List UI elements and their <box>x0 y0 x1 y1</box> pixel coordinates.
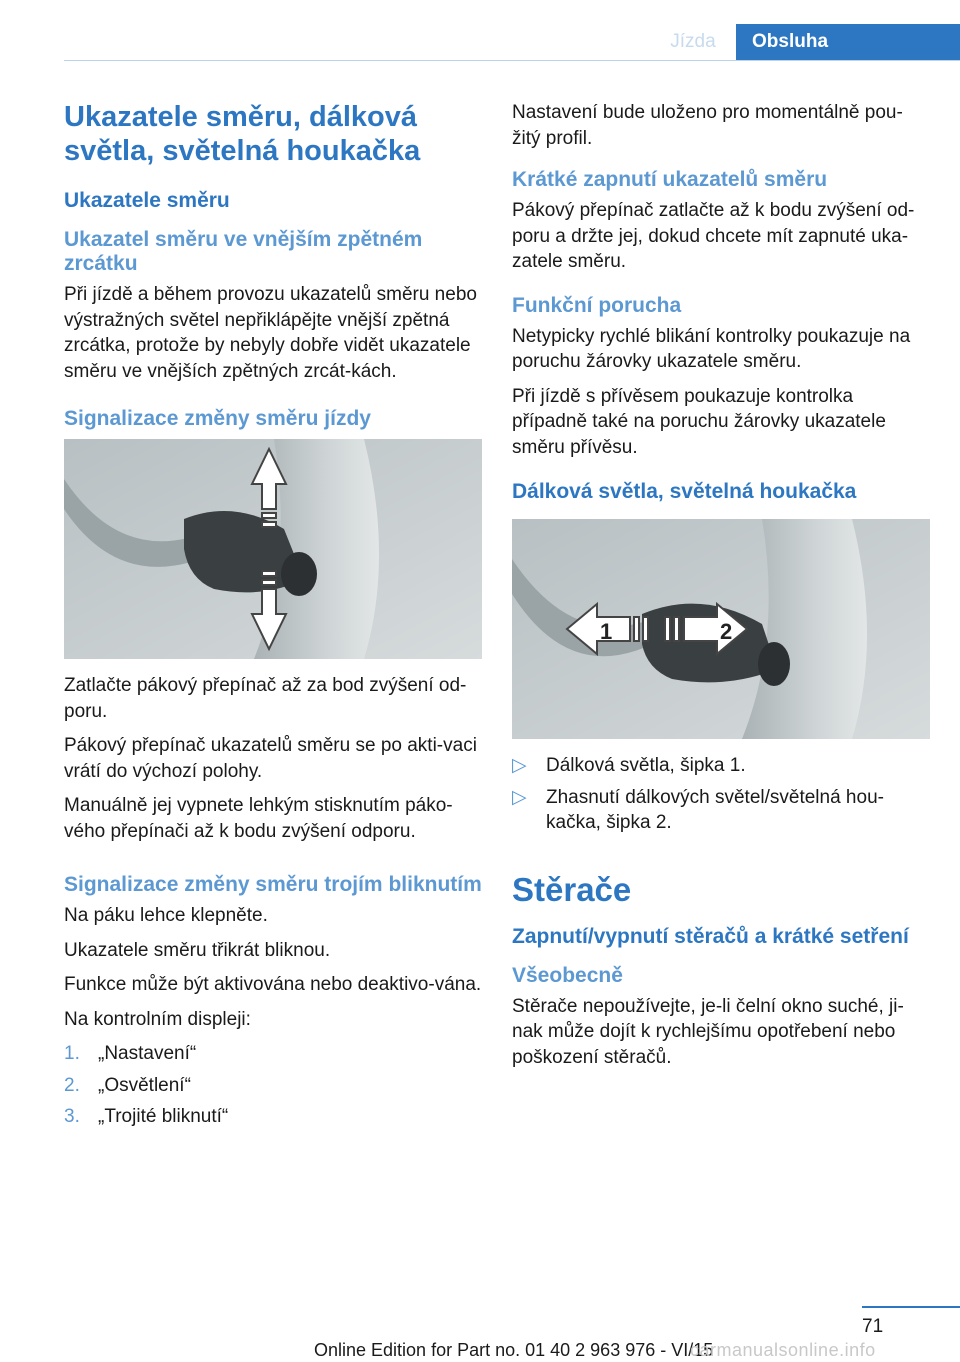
step-number: 3. <box>64 1106 80 1127</box>
list-item <box>64 1073 482 1099</box>
settings-steps-list <box>64 1041 482 1130</box>
fault-paragraph-1: Netypicky rychlé blikání kontrolky poukazuje na poruchu žárovky ukazatele směru. <box>512 325 911 372</box>
step-number: 1. <box>64 1043 80 1064</box>
high-beam-list <box>512 753 930 836</box>
general-paragraph: Stěrače nepoužívejte, je-li čelní okno suché, ji‐nak může dojít k rychlejšímu opotřebení nebo poškození stěračů. <box>512 995 904 1068</box>
heading-mirror-indicator: Ukazatel směru ve vnějším zpětném zrcátku <box>64 228 423 275</box>
section-title-high-beams: Dálková světla, světelná houkačka <box>512 480 857 503</box>
heading-short-activation: Krátké zapnutí ukazatelů směru <box>512 168 828 191</box>
step-number: 2. <box>64 1074 80 1096</box>
arrow-2-label: 2 <box>720 619 733 644</box>
triple-paragraph-2: Ukazatele směru třikrát bliknou. <box>64 939 331 961</box>
triple-paragraph-1: Na páku lehce klepněte. <box>64 905 268 926</box>
item-text: Dálková světla, šipka 1. <box>546 755 746 776</box>
arrow-1-label: 1 <box>600 619 613 644</box>
tab-obsluha: Obsluha <box>736 24 960 60</box>
signal-paragraph-3: Manuálně jej vypnete lehkým stisknutím páko‐vého přepínači až k bodu zvýšení odporu. <box>64 795 453 842</box>
edition-note: Online Edition for Part no. 01 40 2 963 976 - VI/15 <box>314 1340 714 1360</box>
chapter-title-wipers: Stěrače <box>512 870 632 908</box>
fault-paragraph-2: Při jízdě s přívěsem poukazuje kontrolka případně také na poruchu žárovky ukazatele směru přívěsu. <box>512 385 886 458</box>
section-title-wipers: Zapnutí/vypnutí stěračů a krátké setření <box>512 924 909 948</box>
left-column <box>64 100 482 1138</box>
heading-triple-blink: Signalizace změny směru trojím bliknutím <box>64 873 482 896</box>
heading-malfunction: Funkční porucha <box>512 293 682 317</box>
chapter-title: Ukazatele směru, dálková světla, světelná houkačka <box>64 101 421 167</box>
list-item <box>512 753 930 779</box>
header-rule <box>64 60 960 61</box>
step-text: „Nastavení“ <box>98 1043 197 1064</box>
heading-signal-change: Signalizace změny směru jízdy <box>64 407 371 430</box>
triangle-bullet-icon: ▷ <box>512 755 527 776</box>
item-text: Zhasnutí dálkových světel/světelná hou‐kačka, šipka 2. <box>546 786 884 833</box>
triple-paragraph-3: Funkce může být aktivována nebo deaktivo‐vána. <box>64 974 482 995</box>
heading-general: Všeobecně <box>512 963 623 987</box>
signal-paragraph-2: Pákový přepínač ukazatelů směru se po akti‐vaci vrátí do výchozí polohy. <box>64 735 477 782</box>
short-paragraph: Pákový přepínač zatlačte až k bodu zvýšení od‐poru a držte jej, dokud chcete mít zapnuté uka‐zatele směru. <box>512 200 915 272</box>
list-item <box>64 1104 482 1130</box>
step-text: „Trojité bliknutí“ <box>98 1106 229 1127</box>
mirror-paragraph: Při jízdě a během provozu ukazatelů směru nebo výstražných světel nepřiklápějte vnější zpětná zrcátka, protože by nebyly dobře vidět ukazatele směru ve vnějších zpětných zrcát‐kách. <box>64 284 477 382</box>
list-item <box>64 1041 482 1067</box>
triangle-bullet-icon: ▷ <box>512 786 527 808</box>
right-column <box>512 100 930 1079</box>
list-item <box>512 785 930 836</box>
section-title-turn-signals: Ukazatele směru <box>64 189 230 212</box>
figure-high-beam-lever <box>512 519 930 739</box>
tab-jizda: Jízda <box>670 31 716 52</box>
page-number: 71 <box>862 1316 884 1337</box>
watermark: carmanualsonline.info <box>690 1340 876 1360</box>
step-text: „Osvětlení“ <box>98 1074 191 1096</box>
figure-turn-signal-lever <box>64 439 482 659</box>
intro-paragraph: Nastavení bude uloženo pro momentálně pou‐žitý profil. <box>512 102 903 149</box>
signal-paragraph-1: Zatlačte pákový přepínač až za bod zvýšení od‐poru. <box>64 675 467 722</box>
footer-rule <box>862 1306 960 1308</box>
triple-paragraph-4: Na kontrolním displeji: <box>64 1008 251 1030</box>
